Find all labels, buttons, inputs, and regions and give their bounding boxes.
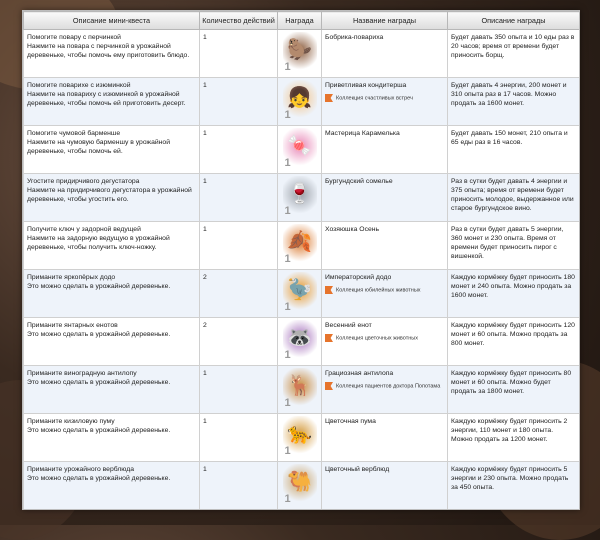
reward-name-cell: [322, 318, 448, 366]
reward-name: Бобрика-повариха: [325, 34, 384, 41]
quest-title: Приманите янтарных енотов: [27, 322, 118, 329]
reward-name: Грациозная антилопа: [325, 370, 394, 377]
collection-label: Коллекция юбилейных животных: [325, 286, 444, 295]
action-count-cell: [200, 222, 278, 270]
dodo-icon[interactable]: 🦤 1: [283, 272, 317, 312]
action-count: 2: [203, 322, 207, 329]
reward-name: Цветочная пума: [325, 418, 376, 425]
reward-image-cell: [278, 174, 322, 222]
column-header-reward-name: Название награды: [322, 12, 448, 30]
quest-instructions: Это можно сделать в урожайной деревеньке.: [27, 475, 171, 482]
column-header-reward: Награда: [278, 12, 322, 30]
quest-title: Получите ключ у задорной ведущей: [27, 226, 141, 233]
reward-description: Будет давать 350 опыта и 10 еды раз в 20 часов; время от времени будет приносить борщ.: [451, 34, 575, 59]
antelope-icon[interactable]: 🦌 1: [283, 368, 317, 408]
action-count-cell: [200, 462, 278, 510]
quest-description-cell: [24, 222, 200, 270]
quest-description-cell: [24, 126, 200, 174]
reward-name: Хозяюшка Осень: [325, 226, 380, 233]
collection-flag-icon: [325, 334, 333, 342]
reward-description-cell: [448, 366, 580, 414]
reward-name-cell: [322, 78, 448, 126]
action-count-cell: [200, 270, 278, 318]
reward-image-cell: [278, 78, 322, 126]
table-header-row: [24, 12, 580, 30]
action-count-cell: [200, 318, 278, 366]
action-count: 1: [203, 370, 207, 377]
reward-description: Каждую кормёжку будет приносить 80 монет и 60 опыта. Можно будет продать за 1800 монет.: [451, 370, 572, 395]
quest-description-cell: [24, 30, 200, 78]
collection-flag-icon: [325, 382, 333, 390]
girl-icon[interactable]: 👧 1: [283, 80, 317, 120]
reward-image-cell: [278, 318, 322, 366]
reward-name-cell: [322, 222, 448, 270]
reward-name-cell: [322, 174, 448, 222]
action-count-cell: [200, 126, 278, 174]
camel-icon[interactable]: 🐫 1: [283, 464, 317, 504]
quest-description-cell: [24, 414, 200, 462]
reward-image-cell: [278, 126, 322, 174]
reward-name: Приветливая кондитерша: [325, 82, 407, 89]
reward-description-cell: [448, 78, 580, 126]
reward-description-cell: [448, 318, 580, 366]
reward-description: Раз в сутки будет давать 4 энергии и 375 опыта; время от времени будет приносить молодое, выдержанное или старое бургундское вино.: [451, 178, 574, 212]
quest-instructions: Это можно сделать в урожайной деревеньке.: [27, 331, 171, 338]
reward-name: Весенний енот: [325, 322, 372, 329]
reward-name-cell: [322, 462, 448, 510]
action-count: 1: [203, 34, 207, 41]
column-header-reward-desc: Описание награды: [448, 12, 580, 30]
quest-title: Помогите поварихе с изюминкой: [27, 82, 131, 89]
quest-description-cell: [24, 270, 200, 318]
quest-instructions: Нажмите на чумовую барменшу в урожайной деревеньке, чтобы помочь ей.: [27, 139, 170, 155]
action-count: 1: [203, 226, 207, 233]
action-count: 1: [203, 466, 207, 473]
table-row: [24, 126, 580, 174]
table-row: [24, 78, 580, 126]
puma-icon[interactable]: 🐆 1: [283, 416, 317, 456]
reward-name-cell: [322, 414, 448, 462]
quest-title: Помогите чумовой барменше: [27, 130, 121, 137]
action-count-cell: [200, 30, 278, 78]
reward-image-cell: [278, 414, 322, 462]
quest-title: Угостите придирчивого дегустатора: [27, 178, 140, 185]
action-count-cell: [200, 366, 278, 414]
reward-description-cell: [448, 270, 580, 318]
reward-description-cell: [448, 174, 580, 222]
quest-table: [23, 11, 580, 510]
table-row: [24, 318, 580, 366]
reward-description: Каждую кормёжку будет приносить 5 энергии и 230 опыта. Можно продать за 450 опыта.: [451, 466, 569, 491]
quest-instructions: Нажмите на повара с перчинкой в урожайной деревеньке, чтобы помочь ему приготовить блюдо.: [27, 43, 190, 59]
reward-image-cell: [278, 462, 322, 510]
autumn-icon[interactable]: 🍂 1: [283, 224, 317, 264]
collection-flag-icon: [325, 94, 333, 102]
reward-description-cell: [448, 126, 580, 174]
quest-title: Приманите виноградную антилопу: [27, 370, 137, 377]
quest-description-cell: [24, 462, 200, 510]
reward-name-cell: [322, 270, 448, 318]
action-count: 2: [203, 274, 207, 281]
collection-label: Коллекция пациентов доктора Попотама: [325, 382, 444, 391]
action-count: 1: [203, 178, 207, 185]
reward-description: Каждую кормёжку будет приносить 120 монет и 60 опыта. Можно продать за 800 монет.: [451, 322, 575, 347]
action-count: 1: [203, 418, 207, 425]
quest-table-panel: [22, 10, 580, 510]
reward-description: Раз в сутки будет давать 5 энергии, 360 монет и 230 опыта. Время от времени будет приносить пирог с вишенкой.: [451, 226, 564, 260]
reward-image-cell: [278, 222, 322, 270]
quest-title: Приманите урожайного верблюда: [27, 466, 134, 473]
reward-description: Будет давать 4 энергии, 200 монет и 310 опыта раз в 17 часов. Можно продать за 1600 монет.: [451, 82, 567, 107]
reward-description-cell: [448, 414, 580, 462]
collection-label: Коллекция цветочных животных: [325, 334, 444, 343]
action-count-cell: [200, 414, 278, 462]
table-row: [24, 174, 580, 222]
action-count: 1: [203, 130, 207, 137]
reward-image-cell: [278, 270, 322, 318]
sommelier-icon[interactable]: 🍷 1: [283, 176, 317, 216]
collection-flag-icon: [325, 286, 333, 294]
reward-name: Императорский додо: [325, 274, 392, 281]
table-row: [24, 414, 580, 462]
quest-title: Приманите яркопёрых додо: [27, 274, 116, 281]
table-row: [24, 462, 580, 510]
collection-label: Коллекция счастливых встреч: [325, 94, 444, 103]
reward-name: Цветочный верблюд: [325, 466, 390, 473]
action-count-cell: [200, 78, 278, 126]
column-header-quest: Описание мини-квеста: [24, 12, 200, 30]
reward-name: Бургундский сомелье: [325, 178, 393, 185]
table-row: [24, 270, 580, 318]
reward-description: Будет давать 150 монет, 210 опыта и 65 еды раз в 16 часов.: [451, 130, 568, 146]
quest-description-cell: [24, 78, 200, 126]
table-row: [24, 366, 580, 414]
quest-description-cell: [24, 318, 200, 366]
reward-name-cell: [322, 126, 448, 174]
quest-instructions: Нажмите на повариху с изюминкой в урожайной деревеньке, чтобы помочь ей приготовить десерт.: [27, 91, 186, 107]
quest-title: Приманите кизиловую пуму: [27, 418, 115, 425]
reward-description-cell: [448, 30, 580, 78]
quest-description-cell: [24, 174, 200, 222]
reward-name: Мастерица Карамелька: [325, 130, 400, 137]
quest-description-cell: [24, 366, 200, 414]
reward-description-cell: [448, 222, 580, 270]
reward-description: Каждую кормёжку будет приносить 180 монет и 240 опыта. Можно продать за 1600 монет.: [451, 274, 575, 299]
candy-icon[interactable]: 🍬 1: [283, 128, 317, 168]
quest-instructions: Нажмите на придирчивого дегустатора в урожайной деревеньке, чтобы угостить его.: [27, 187, 192, 203]
reward-image-cell: [278, 366, 322, 414]
reward-name-cell: [322, 30, 448, 78]
reward-description-cell: [448, 462, 580, 510]
column-header-count: Количество действий: [200, 12, 278, 30]
reward-image-cell: [278, 30, 322, 78]
action-count: 1: [203, 82, 207, 89]
reward-name-cell: [322, 366, 448, 414]
quest-instructions: Нажмите на задорную ведущую в урожайной деревеньке, чтобы получить ключ-ножку.: [27, 235, 170, 251]
quest-instructions: Это можно сделать в урожайной деревеньке.: [27, 427, 171, 434]
reward-description: Каждую кормёжку будет приносить 2 энергии, 110 монет и 180 опыта. Можно продать за 1200 монет.: [451, 418, 568, 443]
raccoon-icon[interactable]: 🦝 1: [283, 320, 317, 360]
quest-instructions: Это можно сделать в урожайной деревеньке.: [27, 379, 171, 386]
quest-title: Помогите повару с перчинкой: [27, 34, 121, 41]
chef-icon[interactable]: 🦫 1: [283, 32, 317, 72]
table-row: [24, 222, 580, 270]
table-row: [24, 30, 580, 78]
action-count-cell: [200, 174, 278, 222]
quest-instructions: Это можно сделать в урожайной деревеньке.: [27, 283, 171, 290]
